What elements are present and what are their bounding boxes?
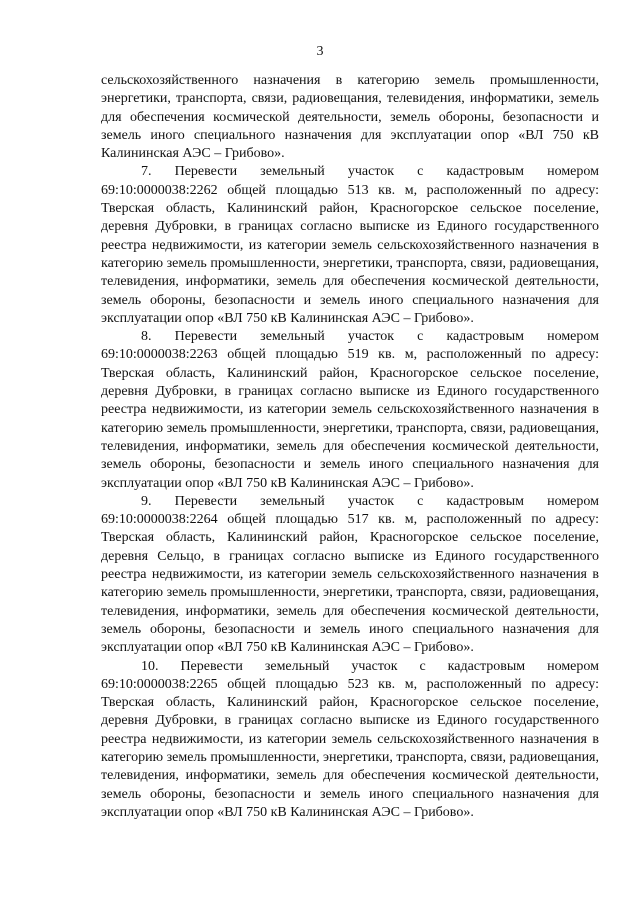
paragraph-item-7: 7. Перевести земельный участок с кадастровым номером 69:10:0000038:2262 общей площадью 513 кв. м, расположенный по адресу: Тверская область, Калининский район, Красногорское сельское поселение, деревня Дубровки, в границах согласно выписке из Единого государственного реестра недвижимости, из категории земель сельскохозяйственного назначения в категорию земель промышленности, энергетики, транспорта, связи, радиовещания, телевидения, информатики, земель для обеспечения космической деятельности, земель обороны, безопасности и земель иного специального назначения для эксплуатации опор «ВЛ 750 кВ Калининская АЭС – Грибово». <box>101 164 599 326</box>
paragraph-continuation: сельскохозяйственного назначения в категорию земель промышленности, энергетики, транспорта, связи, радиовещания, телевидения, информатики, земель для обеспечения космической деятельности, земель обороны, безопасности и земель иного специального назначения для эксплуатации опор «ВЛ 750 кВ Калининская АЭС – Грибово». <box>101 73 599 162</box>
page-number: 3 <box>316 44 324 59</box>
document-body <box>101 72 599 822</box>
paragraph-item-9: 9. Перевести земельный участок с кадастровым номером 69:10:0000038:2264 общей площадью 517 кв. м, расположенный по адресу: Тверская область, Калининский район, Красногорское сельское поселение, деревня Сельцо, в границах согласно выписке из Единого государственного реестра недвижимости, из категории земель сельскохозяйственного назначения в категорию земель промышленности, энергетики, транспорта, связи, радиовещания, телевидения, информатики, земель для обеспечения космической деятельности, земель обороны, безопасности и земель иного специального назначения для эксплуатации опор «ВЛ 750 кВ Калининская АЭС – Грибово». <box>101 493 599 656</box>
paragraph-item-8: 8. Перевести земельный участок с кадастровым номером 69:10:0000038:2263 общей площадью 519 кв. м, расположенный по адресу: Тверская область, Калининский район, Красногорское сельское поселение, деревня Дубровки, в границах согласно выписке из Единого государственного реестра недвижимости, из категории земель сельскохозяйственного назначения в категорию земель промышленности, энергетики, транспорта, связи, радиовещания, телевидения, информатики, земель для обеспечения космической деятельности, земель обороны, безопасности и земель иного специального назначения для эксплуатации опор «ВЛ 750 кВ Калининская АЭС – Грибово». <box>101 329 599 491</box>
paragraph-item-10: 10. Перевести земельный участок с кадастровым номером 69:10:0000038:2265 общей площадью 523 кв. м, расположенный по адресу: Тверская область, Калининский район, Красногорское сельское поселение, деревня Дубровки, в границах согласно выписке из Единого государственного реестра недвижимости, из категории земель сельскохозяйственного назначения в категорию земель промышленности, энергетики, транспорта, связи, радиовещания, телевидения, информатики, земель для обеспечения космической деятельности, земель обороны, безопасности и земель иного специального назначения для эксплуатации опор «ВЛ 750 кВ Калининская АЭС – Грибово». <box>101 658 599 820</box>
